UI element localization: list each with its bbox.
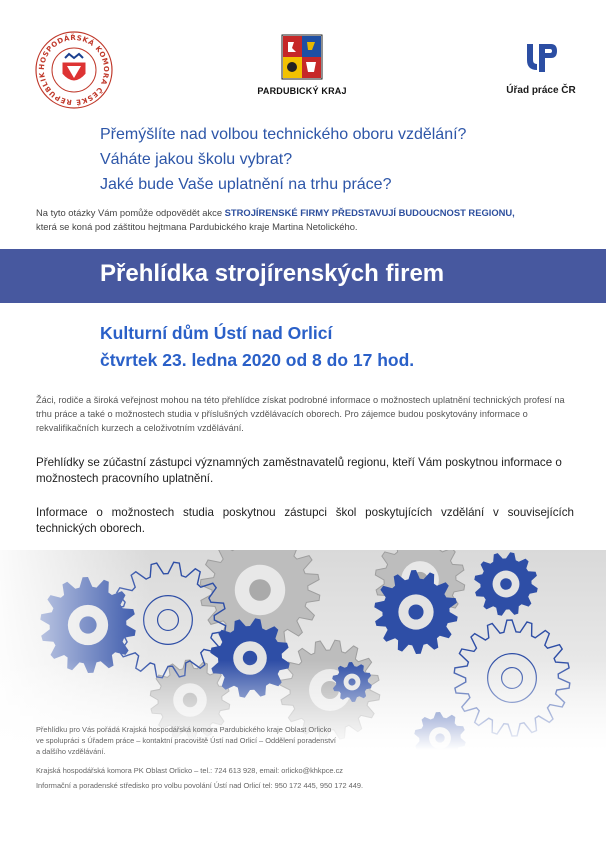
paragraph-employers: Přehlídky se zúčastní zástupci významných zaměstnavatelů regionu, kteří Vám poskytnou informace o možnostech pracovního uplatnění. [36, 456, 562, 485]
question-1: Přemýšlíte nad volbou technického oboru vzdělání? [100, 126, 467, 143]
intro-before: Na tyto otázky Vám pomůže odpovědět akce [36, 207, 225, 218]
paragraph-schools: Informace o možnostech studia poskytnou zástupci škol poskytujících vzdělání v souvisejících technických oborech. [36, 506, 574, 535]
intro-after: která se koná pod záštitou hejtmana Pardubického kraje Martina Netolického. [36, 221, 358, 232]
event-title: Přehlídka strojírenských firem [100, 260, 445, 287]
region-coat-of-arms-icon [281, 34, 323, 80]
question-2: Váháte jakou školu vybrat? [100, 151, 293, 168]
chamber-of-commerce-logo [34, 30, 114, 110]
footer [36, 724, 416, 791]
pardubice-region-logo [256, 34, 348, 104]
gears-illustration [0, 550, 606, 750]
intro-highlight: STROJÍRENSKÉ FIRMY PŘEDSTAVUJÍ BUDOUCNOST REGIONU, [224, 207, 515, 218]
venue-date: čtvrtek 23. ledna 2020 od 8 do 17 hod. [100, 350, 415, 370]
venue-place: Kulturní dům Ústí nad Orlicí [100, 323, 333, 343]
seal-ring-text: HOSPODÁŘSKÁ KOMORA ČESKÉ REPUBLIK [37, 33, 111, 107]
footer-organizer-2: ve spolupráci s Úřadem práce – kontaktní pracoviště Ústí nad Orlicí – Oddělení poradenství [36, 736, 336, 745]
region-name: PARDUBICKÝ KRAJ [257, 86, 347, 96]
footer-contact-2: Informační a poradenské středisko pro volbu povolání Ústí nad Orlicí tel: 950 172 445, 950 172 449. [36, 781, 364, 790]
footer-organizer-1: Přehlídku pro Vás pořádá Krajská hospodářská komora Pardubického kraje Oblast Orlicko [36, 725, 332, 734]
question-3: Jaké bude Vaše uplatnění na trhu práce? [100, 176, 392, 193]
footer-contact-1: Krajská hospodářská komora PK Oblast Orlicko – tel.: 724 613 928, email: orlicko@khkpce.cz [36, 766, 343, 775]
paragraph-audience: Žáci, rodiče a široká veřejnost mohou na této přehlídce získat podrobné informace o možnostech uplatnění technických profesí na trhu práce a také o možnostech studia v příslušných vzdělávacích oborech. Pro zájemce budou poskytovány informace o rekvalifikačních kurzech a celoživotním vzdělávání. [36, 395, 565, 433]
venue-info [100, 320, 414, 374]
footer-organizer-3: a dalšího vzdělávání. [36, 747, 106, 756]
questions [100, 122, 570, 197]
intro-text [36, 206, 576, 234]
labour-office-logo [496, 40, 586, 100]
labour-office-name: Úřad práce ČR [506, 85, 576, 96]
labour-office-emblem-icon [521, 40, 561, 76]
